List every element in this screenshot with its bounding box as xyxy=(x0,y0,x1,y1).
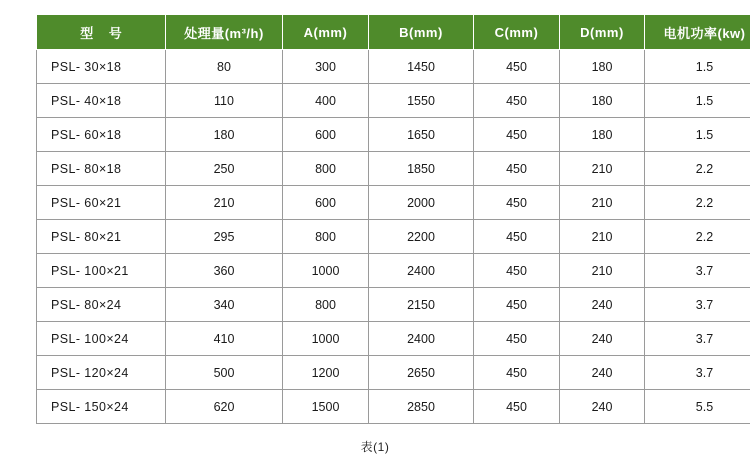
cell-b: 1450 xyxy=(369,50,474,84)
cell-c: 450 xyxy=(474,356,560,390)
cell-b: 2000 xyxy=(369,186,474,220)
cell-b: 2400 xyxy=(369,322,474,356)
column-header-c: C(mm) xyxy=(474,15,560,50)
cell-a: 600 xyxy=(283,186,369,220)
cell-model: PSL- 30×18 xyxy=(37,50,166,84)
cell-d: 210 xyxy=(560,152,645,186)
cell-motor-power: 2.2 xyxy=(645,220,750,254)
cell-b: 1550 xyxy=(369,84,474,118)
cell-c: 450 xyxy=(474,288,560,322)
table-row xyxy=(37,356,750,390)
cell-motor-power: 1.5 xyxy=(645,84,750,118)
cell-motor-power: 3.7 xyxy=(645,322,750,356)
cell-model: PSL- 100×21 xyxy=(37,254,166,288)
cell-a: 400 xyxy=(283,84,369,118)
table-row xyxy=(37,118,750,152)
cell-model: PSL- 60×21 xyxy=(37,186,166,220)
cell-c: 450 xyxy=(474,84,560,118)
cell-a: 300 xyxy=(283,50,369,84)
column-header-model: 型 号 xyxy=(37,15,166,50)
cell-b: 2200 xyxy=(369,220,474,254)
table-header-row xyxy=(37,15,750,50)
table-body xyxy=(37,50,750,424)
cell-a: 1500 xyxy=(283,390,369,424)
cell-model: PSL- 150×24 xyxy=(37,390,166,424)
table-row xyxy=(37,322,750,356)
table-row xyxy=(37,152,750,186)
column-header-a: A(mm) xyxy=(283,15,369,50)
cell-c: 450 xyxy=(474,186,560,220)
cell-b: 2850 xyxy=(369,390,474,424)
cell-a: 1200 xyxy=(283,356,369,390)
cell-d: 240 xyxy=(560,288,645,322)
cell-d: 240 xyxy=(560,390,645,424)
table-caption: 表(1) xyxy=(36,438,714,455)
cell-motor-power: 5.5 xyxy=(645,390,750,424)
cell-capacity: 250 xyxy=(166,152,283,186)
column-header-motor-power: 电机功率(kw) xyxy=(645,15,750,50)
cell-motor-power: 3.7 xyxy=(645,254,750,288)
cell-c: 450 xyxy=(474,152,560,186)
cell-c: 450 xyxy=(474,50,560,84)
cell-d: 210 xyxy=(560,220,645,254)
cell-c: 450 xyxy=(474,118,560,152)
table-row xyxy=(37,186,750,220)
cell-a: 800 xyxy=(283,288,369,322)
cell-capacity: 110 xyxy=(166,84,283,118)
cell-capacity: 620 xyxy=(166,390,283,424)
cell-b: 2150 xyxy=(369,288,474,322)
cell-model: PSL- 80×24 xyxy=(37,288,166,322)
table-row xyxy=(37,288,750,322)
cell-motor-power: 1.5 xyxy=(645,118,750,152)
column-header-b: B(mm) xyxy=(369,15,474,50)
cell-d: 180 xyxy=(560,84,645,118)
cell-model: PSL- 80×18 xyxy=(37,152,166,186)
cell-d: 240 xyxy=(560,356,645,390)
cell-b: 2400 xyxy=(369,254,474,288)
cell-a: 600 xyxy=(283,118,369,152)
cell-d: 210 xyxy=(560,254,645,288)
column-header-capacity: 处理量(m³/h) xyxy=(166,15,283,50)
cell-capacity: 410 xyxy=(166,322,283,356)
cell-capacity: 80 xyxy=(166,50,283,84)
cell-d: 240 xyxy=(560,322,645,356)
cell-a: 800 xyxy=(283,152,369,186)
table-row xyxy=(37,50,750,84)
cell-c: 450 xyxy=(474,390,560,424)
cell-model: PSL- 80×21 xyxy=(37,220,166,254)
cell-capacity: 340 xyxy=(166,288,283,322)
cell-model: PSL- 40×18 xyxy=(37,84,166,118)
cell-c: 450 xyxy=(474,254,560,288)
table-header xyxy=(37,15,750,50)
cell-c: 450 xyxy=(474,220,560,254)
cell-c: 450 xyxy=(474,322,560,356)
cell-capacity: 500 xyxy=(166,356,283,390)
cell-capacity: 210 xyxy=(166,186,283,220)
cell-b: 2650 xyxy=(369,356,474,390)
cell-d: 180 xyxy=(560,118,645,152)
cell-b: 1650 xyxy=(369,118,474,152)
cell-model: PSL- 120×24 xyxy=(37,356,166,390)
cell-motor-power: 3.7 xyxy=(645,356,750,390)
cell-model: PSL- 60×18 xyxy=(37,118,166,152)
cell-motor-power: 2.2 xyxy=(645,186,750,220)
table-row xyxy=(37,84,750,118)
cell-d: 180 xyxy=(560,50,645,84)
cell-b: 1850 xyxy=(369,152,474,186)
cell-motor-power: 3.7 xyxy=(645,288,750,322)
cell-motor-power: 2.2 xyxy=(645,152,750,186)
specification-table xyxy=(36,14,750,424)
cell-motor-power: 1.5 xyxy=(645,50,750,84)
table-row xyxy=(37,390,750,424)
cell-a: 1000 xyxy=(283,254,369,288)
table-row xyxy=(37,220,750,254)
cell-capacity: 360 xyxy=(166,254,283,288)
cell-a: 800 xyxy=(283,220,369,254)
cell-d: 210 xyxy=(560,186,645,220)
table-row xyxy=(37,254,750,288)
cell-a: 1000 xyxy=(283,322,369,356)
column-header-d: D(mm) xyxy=(560,15,645,50)
cell-capacity: 180 xyxy=(166,118,283,152)
cell-model: PSL- 100×24 xyxy=(37,322,166,356)
cell-capacity: 295 xyxy=(166,220,283,254)
